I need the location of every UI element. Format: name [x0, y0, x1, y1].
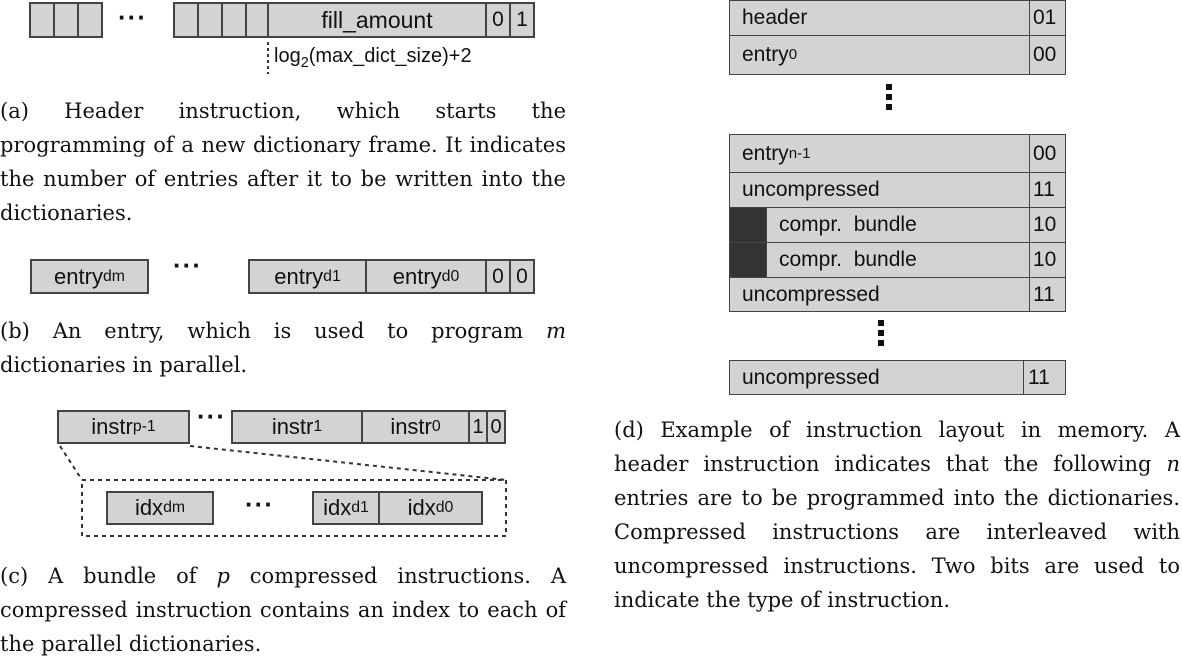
memory-vertical-ellipsis-1 — [886, 84, 892, 114]
caption-b-var-m: m — [546, 319, 566, 343]
entry-n1-label: entry — [742, 141, 789, 165]
memory-row-entry-n1-bits: 00 — [1029, 134, 1066, 173]
bundle-type-bit-b: 0 — [486, 410, 506, 444]
entry-type-bit-b: 0 — [509, 259, 535, 294]
instr-ellipsis: ··· — [197, 401, 226, 431]
bundle-type-bit-a: 1 — [468, 410, 488, 444]
memory-row-compr-bundle-label: compr. bundle — [766, 207, 1031, 243]
caption-c-var-p: p — [216, 564, 230, 588]
entry-d1-label: entry — [274, 263, 324, 289]
zoom-line-right — [190, 446, 506, 480]
memory-row-header-bits: 01 — [1029, 0, 1066, 36]
idx-d0-cell: idx d0 — [378, 491, 483, 525]
memory-row-compr-bundle-label: compr. bundle — [766, 242, 1031, 278]
entry0-label: entry — [742, 43, 789, 66]
memory-row-uncompressed-label: uncompressed — [729, 360, 1025, 395]
memory-row-compr-bundle-bits: 10 — [1029, 242, 1066, 278]
idx-d1-cell: idx d1 — [312, 491, 380, 525]
memory-row-header-label: header — [729, 0, 1031, 36]
bundle-marker — [729, 242, 767, 278]
caption-d-text-2: entries are to be programmed into the dictionaries. Compressed instructions are interleaved with uncompressed instructions. Two bits are used to indicate the type of instruction. — [614, 486, 1180, 612]
caption-b-text-1: (b) An entry, which is used to program — [0, 319, 547, 343]
entry-d0-cell: entry d0 — [365, 259, 487, 294]
caption-a: (a) Header instruction, which starts the programming of a new dictionary frame. It indicates the number of entries after it to be written into the dictionaries. — [0, 99, 566, 225]
header-type-bit-high: 1 — [509, 2, 535, 38]
caption-d-var-n: n — [1166, 452, 1180, 476]
entry-dm-label: entry — [54, 263, 103, 289]
header-ellipsis: ··· — [118, 2, 147, 32]
caption-d — [614, 413, 1180, 617]
instr-0-label: instr — [390, 414, 432, 439]
instr-p1-label: instr — [91, 414, 133, 439]
bundle-marker — [729, 207, 767, 243]
idx-ellipsis: ··· — [245, 489, 274, 519]
memory-row-uncompressed-bits: 11 — [1029, 172, 1066, 208]
memory-row-entry0-bits: 00 — [1029, 35, 1066, 75]
caption-c-text-2: compressed instructions. A compressed instruction contains an index to each of the parallel dictionaries. — [0, 564, 566, 656]
memory-row-uncompressed-bits: 11 — [1023, 360, 1066, 395]
caption-d-text-1: (d) Example of instruction layout in memory. A header instruction indicates that the following — [614, 418, 1180, 476]
instr-0-cell: instr 0 — [361, 410, 470, 444]
memory-row-uncompressed-label: uncompressed — [729, 172, 1031, 208]
memory-row-uncompressed-label: uncompressed — [729, 277, 1031, 312]
idx-dm-label: idx — [134, 495, 164, 520]
memory-vertical-ellipsis-2 — [878, 320, 884, 350]
memory-row-compr-bundle-bits: 10 — [1029, 207, 1066, 243]
entry-ellipsis: ··· — [173, 250, 202, 280]
annotation-log-base: 2 — [300, 55, 309, 72]
idx-d0-label: idx — [407, 495, 436, 520]
entry-type-bit-a: 0 — [485, 259, 511, 294]
memory-row-entry-n1-label: entry n-1 — [729, 134, 1031, 173]
idx-dm-cell: idx dm — [106, 491, 214, 525]
fill-amount-field: fill_amount — [267, 2, 487, 38]
instr-p1-cell: instr p-1 — [57, 410, 190, 444]
instr-1-cell: instr 1 — [231, 410, 363, 444]
caption-c — [0, 559, 566, 659]
instr-1-label: instr — [271, 414, 314, 439]
caption-c-text-1: (c) A bundle of — [0, 564, 217, 588]
annotation-expression: (max_dict_size)+2 — [308, 45, 472, 67]
annotation-log: log — [274, 45, 301, 67]
entry-d1-cell: entry d1 — [248, 259, 367, 294]
header-type-bit-low: 0 — [485, 2, 511, 38]
entry-d0-label: entry — [392, 263, 442, 289]
zoom-line-left — [60, 446, 82, 480]
idx-d1-label: idx — [323, 495, 352, 520]
caption-b-text-2: dictionaries in parallel. — [0, 353, 248, 377]
memory-row-entry0-label: entry 0 — [729, 35, 1031, 75]
memory-row-uncompressed-bits: 11 — [1029, 277, 1066, 312]
entry-dm-cell: entry dm — [30, 259, 149, 294]
